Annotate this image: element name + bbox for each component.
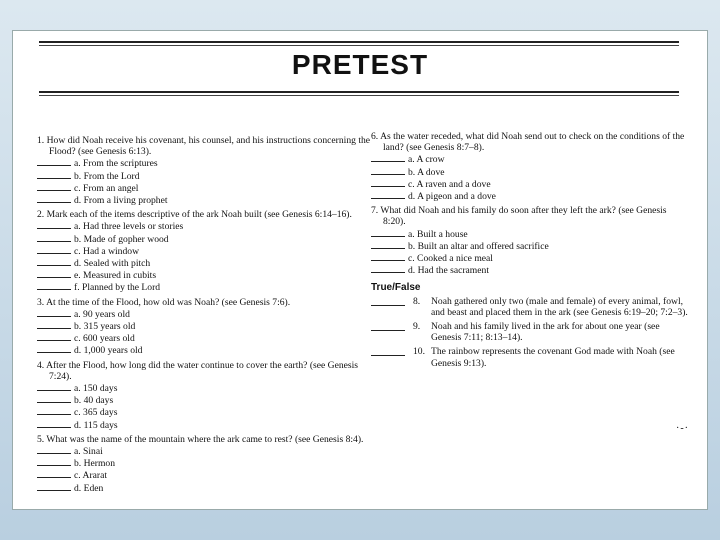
answer-option [37, 233, 373, 245]
option-text: b. A dove [408, 166, 445, 178]
option-text: c. From an angel [74, 182, 139, 194]
item-number: 10. [413, 346, 425, 358]
item-number: 9. [413, 321, 421, 333]
answer-option [37, 194, 373, 206]
answer-option [371, 228, 691, 240]
option-text: d. 1,000 years old [74, 345, 143, 357]
answer-blank[interactable] [37, 457, 71, 466]
option-text: d. Sealed with pitch [74, 258, 151, 270]
question-stem: 7. What did Noah and his family do soon after they left the ark? (see Genesis 8:20). [371, 205, 667, 228]
answer-option [37, 382, 373, 394]
answer-option [37, 269, 373, 281]
true-false-item [371, 296, 691, 318]
option-text: c. Had a window [74, 245, 140, 257]
item-text: Noah gathered only two (male and female) of every animal, fowl, and beast and placed them in the ark (see Genesis 6:19–20; 7:2–3). [431, 295, 688, 318]
question-stem: 4. After the Flood, how long did the water continue to cover the earth? (see Genesis 7:24). [37, 359, 359, 382]
option-text: c. 365 days [74, 407, 118, 419]
answer-option [37, 406, 373, 418]
answer-option [37, 257, 373, 269]
item-text: The rainbow represents the covenant God made with Noah (see Genesis 9:13). [431, 346, 675, 369]
option-text: a. 150 days [74, 383, 118, 395]
answer-option [371, 264, 691, 276]
option-text: d. Had the sacrament [408, 265, 489, 277]
option-text: c. A raven and a dove [408, 178, 491, 190]
answer-option [37, 308, 373, 320]
true-false-item [371, 346, 691, 368]
scan-marks: ·-· [676, 423, 689, 434]
option-text: a. Sinai [74, 446, 103, 458]
title-rule-thin [39, 95, 679, 96]
answer-blank[interactable] [371, 228, 405, 237]
right-questions [371, 131, 691, 276]
option-text: c. Ararat [74, 470, 108, 482]
answer-blank[interactable] [371, 190, 405, 199]
answer-blank[interactable] [37, 394, 71, 403]
answer-option [37, 182, 373, 194]
answer-blank[interactable] [37, 419, 71, 428]
left-column [37, 135, 373, 497]
answer-blank[interactable] [37, 332, 71, 341]
question [37, 434, 373, 494]
answer-option [371, 178, 691, 190]
answer-blank[interactable] [371, 296, 405, 306]
answer-blank[interactable] [37, 220, 71, 229]
answer-blank[interactable] [371, 178, 405, 187]
answer-option [371, 166, 691, 178]
answer-option [37, 457, 373, 469]
true-false-list [371, 296, 691, 369]
option-text: d. Eden [74, 482, 104, 494]
true-false-heading: True/False [371, 282, 421, 294]
answer-blank[interactable] [37, 469, 71, 478]
answer-blank[interactable] [37, 281, 71, 290]
answer-blank[interactable] [37, 233, 71, 242]
top-rule [39, 41, 679, 43]
answer-option [371, 190, 691, 202]
page-title: PRETEST [291, 49, 429, 80]
answer-blank[interactable] [37, 269, 71, 278]
question [371, 131, 691, 202]
title-rule [39, 91, 679, 93]
right-column [371, 131, 691, 372]
answer-blank[interactable] [371, 346, 405, 356]
answer-blank[interactable] [37, 157, 71, 166]
question-stem: 2. Mark each of the items descriptive of the ark Noah built (see Genesis 6:14–16). [37, 209, 352, 221]
answer-option [371, 252, 691, 264]
answer-option [37, 445, 373, 457]
option-text: d. 115 days [74, 419, 118, 431]
answer-blank[interactable] [37, 170, 71, 179]
answer-blank[interactable] [37, 382, 71, 391]
option-text: d. From a living prophet [74, 195, 168, 207]
answer-blank[interactable] [37, 182, 71, 191]
option-text: b. Built an altar and offered sacrifice [408, 240, 549, 252]
question-stem: 3. At the time of the Flood, how old was Noah? (see Genesis 7:6). [37, 296, 291, 308]
answer-blank[interactable] [371, 240, 405, 249]
answer-blank[interactable] [37, 245, 71, 254]
answer-option [37, 281, 373, 293]
answer-option [371, 240, 691, 252]
option-text: a. From the scriptures [74, 158, 158, 170]
option-text: b. 315 years old [74, 321, 136, 333]
answer-blank[interactable] [371, 252, 405, 261]
answer-option [37, 419, 373, 431]
option-text: a. A crow [408, 154, 445, 166]
option-text: f. Planned by the Lord [74, 282, 161, 294]
answer-blank[interactable] [371, 166, 405, 175]
option-text: d. A pigeon and a dove [408, 191, 496, 203]
question-stem: 6. As the water receded, what did Noah send out to check on the conditions of the land? (see Genesis 8:7–8). [371, 131, 685, 154]
option-text: b. 40 days [74, 395, 114, 407]
answer-option [37, 320, 373, 332]
answer-option [37, 394, 373, 406]
answer-blank[interactable] [371, 264, 405, 273]
question [37, 209, 373, 293]
true-false-item [371, 321, 691, 343]
answer-blank[interactable] [371, 321, 405, 331]
option-text: e. Measured in cubits [74, 270, 157, 282]
answer-option [37, 344, 373, 356]
answer-option [37, 469, 373, 481]
answer-blank[interactable] [37, 406, 71, 415]
top-rule-thin [39, 45, 679, 46]
answer-option [37, 220, 373, 232]
answer-option [371, 153, 691, 165]
option-text: a. Had three levels or stories [74, 221, 184, 233]
answer-blank[interactable] [37, 308, 71, 317]
question [37, 297, 373, 357]
answer-blank[interactable] [37, 194, 71, 203]
question-stem: 5. What was the name of the mountain where the ark came to rest? (see Genesis 8:4). [37, 433, 364, 445]
option-text: a. Built a house [408, 228, 468, 240]
answer-option [37, 245, 373, 257]
worksheet-page [12, 30, 708, 510]
question [37, 360, 373, 431]
answer-blank[interactable] [37, 482, 71, 491]
answer-blank[interactable] [37, 344, 71, 353]
question [37, 135, 373, 206]
option-text: b. Made of gopher wood [74, 233, 169, 245]
question [371, 205, 691, 276]
item-number: 8. [413, 295, 421, 307]
option-text: b. Hermon [74, 458, 116, 470]
answer-blank[interactable] [37, 257, 71, 266]
answer-option [37, 170, 373, 182]
answer-option [37, 332, 373, 344]
option-text: a. 90 years old [74, 308, 130, 320]
option-text: c. 600 years old [74, 333, 135, 345]
answer-option [37, 482, 373, 494]
option-text: b. From the Lord [74, 170, 140, 182]
answer-blank[interactable] [371, 153, 405, 162]
answer-blank[interactable] [37, 445, 71, 454]
question-stem: 1. How did Noah receive his covenant, his counsel, and his instructions concerning the Flood? (see Genesis 6:13). [37, 135, 371, 158]
item-text: Noah and his family lived in the ark for about one year (see Genesis 7:11; 8:13–14). [431, 321, 660, 344]
option-text: c. Cooked a nice meal [408, 253, 493, 265]
answer-option [37, 157, 373, 169]
answer-blank[interactable] [37, 320, 71, 329]
